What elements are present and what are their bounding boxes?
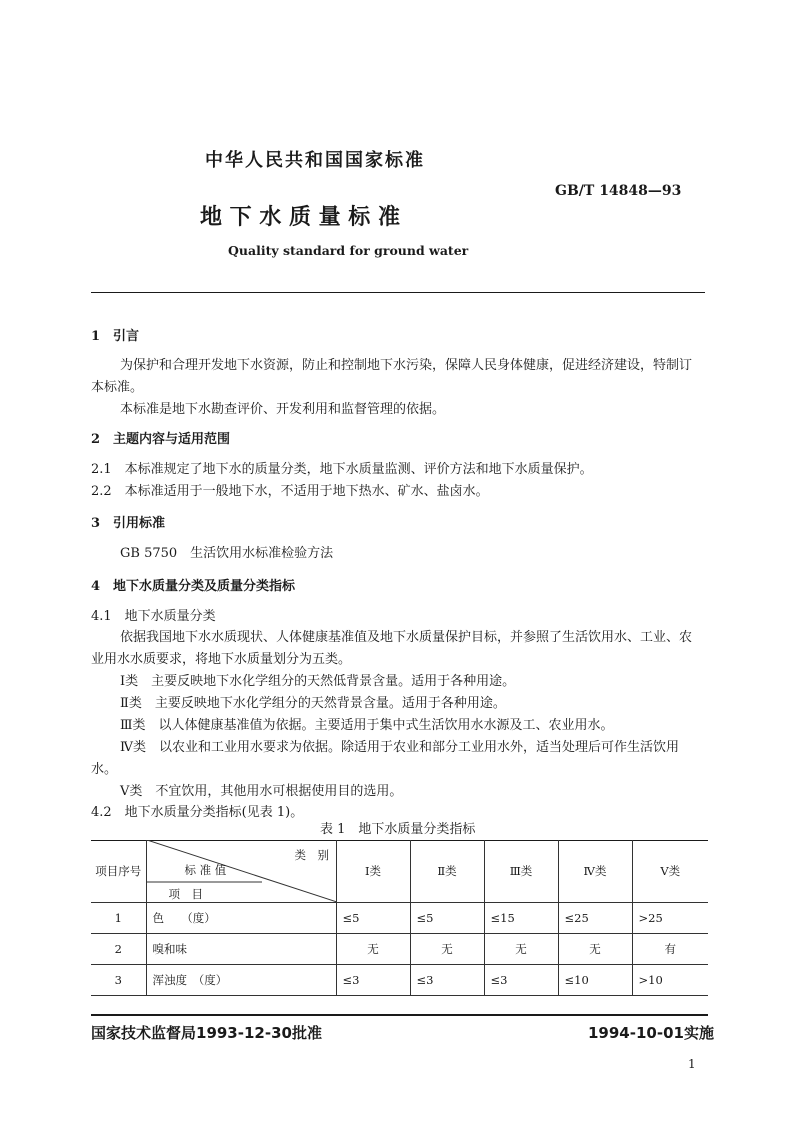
row-value: ≤10 — [558, 965, 632, 996]
header-class-5: Ⅴ类 — [632, 840, 708, 903]
header-class-2: Ⅱ类 — [410, 840, 484, 903]
implementation-date: 1994-10-01实施 — [588, 1024, 714, 1042]
row-value: ≤3 — [336, 965, 410, 996]
section-3-reference: GB 5750 生活饮用水标准检验方法 — [120, 546, 334, 561]
row-value: ≤15 — [484, 903, 558, 934]
row-value: 有 — [632, 934, 708, 965]
header-category: 类 别 — [294, 848, 329, 862]
class-1-description: Ⅰ类 主要反映地下水化学组分的天然低背景含量。适用于各种用途。 — [120, 674, 516, 689]
section-4-1-paragraph-line-2: 业用水水质要求，将地下水质量划分为五类。 — [91, 652, 352, 667]
row-value: ≤3 — [410, 965, 484, 996]
header-class-1: Ⅰ类 — [336, 840, 410, 903]
row-seq: 3 — [91, 965, 146, 996]
class-2-description: Ⅱ类 主要反映地下水化学组分的天然背景含量。适用于各种用途。 — [120, 696, 506, 711]
section-1-paragraph-1-line-2: 本标准。 — [91, 380, 144, 395]
section-2-heading: 2 主题内容与适用范围 — [91, 432, 231, 447]
section-4-1-paragraph-line-1: 依据我国地下水水质现状、人体健康基准值及地下水质量保护目标，并参照了生活饮用水、工业、农 — [120, 630, 693, 645]
row-value: 无 — [558, 934, 632, 965]
header-standard: 标 准 值 — [184, 863, 227, 877]
class-4-description-line-1: Ⅳ类 以农业和工业用水要求为依据。除适用于农业和部分工业用水外，适当处理后可作生活饮用 — [120, 740, 679, 755]
row-value: ≤3 — [484, 965, 558, 996]
row-value: 无 — [484, 934, 558, 965]
class-4-description-line-2: 水。 — [91, 762, 118, 777]
header-class-3: Ⅲ类 — [484, 840, 558, 903]
table-header-row — [91, 840, 708, 903]
class-5-description: Ⅴ类 不宜饮用，其他用水可根据使用目的选用。 — [120, 784, 403, 799]
document-title: 地 下 水 质 量 标 准 — [200, 204, 400, 230]
page-number: 1 — [688, 1057, 696, 1071]
row-value: >25 — [632, 903, 708, 934]
row-seq: 1 — [91, 903, 146, 934]
row-value: ≤5 — [410, 903, 484, 934]
row-value: 无 — [336, 934, 410, 965]
footer-divider — [91, 1014, 708, 1016]
row-item: 色 （度） — [146, 903, 336, 934]
standard-code: GB/T 14848—93 — [555, 183, 682, 199]
approval-date: 国家技术监督局1993-12-30批准 — [91, 1024, 322, 1042]
section-2-item-1: 2.1 本标准规定了地下水的质量分类，地下水质量监测、评价方法和地下水质量保护。 — [91, 462, 593, 477]
section-1-heading: 1 引言 — [91, 329, 140, 344]
table-row — [91, 903, 708, 934]
table-caption: 表 1 地下水质量分类指标 — [320, 822, 476, 837]
section-1-paragraph-2: 本标准是地下水勘查评价、开发利用和监督管理的依据。 — [120, 402, 446, 417]
row-seq: 2 — [91, 934, 146, 965]
section-4-1-heading: 4.1 地下水质量分类 — [91, 609, 216, 624]
row-value: ≤5 — [336, 903, 410, 934]
english-title: Quality standard for ground water — [228, 243, 469, 258]
row-item: 浑浊度 （度） — [146, 965, 336, 996]
section-4-heading: 4 地下水质量分类及质量分类指标 — [91, 579, 296, 594]
row-value: >10 — [632, 965, 708, 996]
header-diagonal-cell — [146, 840, 336, 903]
row-value: ≤25 — [558, 903, 632, 934]
section-1-paragraph-1-line-1: 为保护和合理开发地下水资源，防止和控制地下水污染，保障人民身体健康，促进经济建设，特制订 — [120, 358, 693, 373]
header-class-4: Ⅳ类 — [558, 840, 632, 903]
quality-classification-table — [91, 840, 708, 996]
table-row — [91, 965, 708, 996]
class-3-description: Ⅲ类 以人体健康基准值为依据。主要适用于集中式生活饮用水水源及工、农业用水。 — [120, 718, 614, 733]
section-3-heading: 3 引用标准 — [91, 516, 166, 531]
national-standard-title: 中华人民共和国国家标准 — [205, 150, 425, 171]
section-2-item-2: 2.2 本标准适用于一般地下水，不适用于地下热水、矿水、盐卤水。 — [91, 484, 489, 499]
row-value: 无 — [410, 934, 484, 965]
section-4-2-heading: 4.2 地下水质量分类指标(见表 1)。 — [91, 805, 304, 820]
header-item: 项 目 — [168, 887, 203, 901]
header-divider — [91, 292, 705, 293]
header-seq: 项目序号 — [91, 840, 146, 903]
row-item: 嗅和味 — [146, 934, 336, 965]
table-row — [91, 934, 708, 965]
